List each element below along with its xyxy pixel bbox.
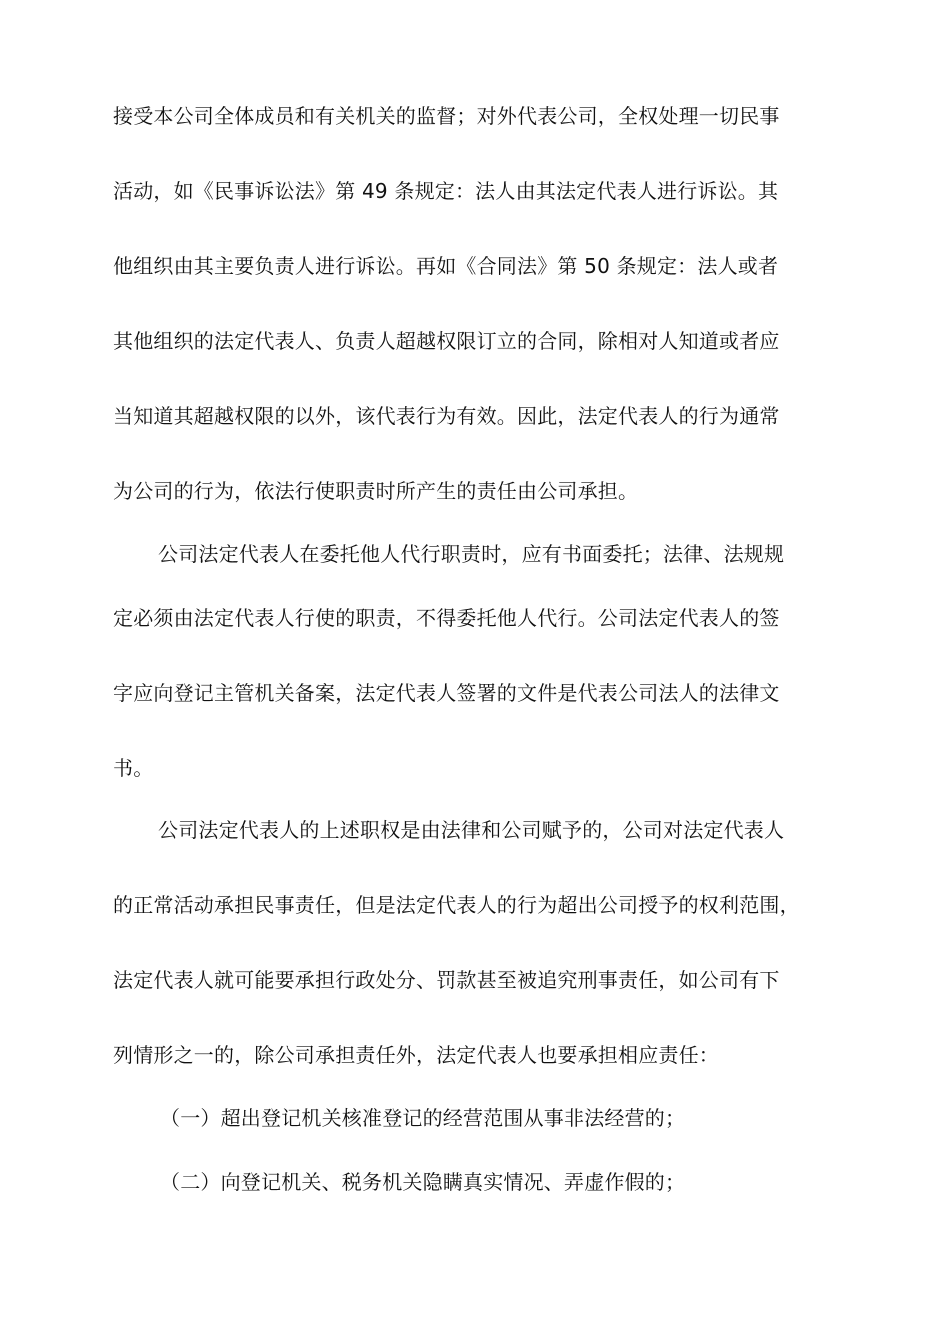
paragraph-line: 公司法定代表人在委托他人代行职责时，应有书面委托；法律、法规规 — [158, 542, 785, 566]
list-item: （二）向登记机关、税务机关隐瞒真实情况、弄虚作假的； — [160, 1170, 686, 1194]
paragraph-line: 列情形之一的，除公司承担责任外，法定代表人也要承担相应责任： — [113, 1043, 719, 1067]
paragraph-line: 字应向登记主管机关备案，法定代表人签署的文件是代表公司法人的法律文 — [113, 681, 780, 705]
paragraph-line: 活动，如《民事诉讼法》第 49 条规定：法人由其法定代表人进行诉讼。其 — [113, 179, 779, 203]
paragraph-line: 其他组织的法定代表人、负责人超越权限订立的合同，除相对人知道或者应 — [113, 329, 780, 353]
paragraph-line: 法定代表人就可能要承担行政处分、罚款甚至被追究刑事责任，如公司有下 — [113, 968, 780, 992]
paragraph-line: 为公司的行为，依法行使职责时所产生的责任由公司承担。 — [113, 479, 639, 503]
paragraph-line: 接受本公司全体成员和有关机关的监督；对外代表公司，全权处理一切民事 — [113, 104, 780, 128]
paragraph-line: 当知道其超越权限的以外，该代表行为有效。因此，法定代表人的行为通常 — [113, 404, 780, 428]
list-item: （一）超出登记机关核准登记的经营范围从事非法经营的； — [160, 1106, 686, 1130]
paragraph-line: 公司法定代表人的上述职权是由法律和公司赋予的，公司对法定代表人 — [158, 818, 785, 842]
paragraph-line: 书。 — [113, 756, 154, 780]
paragraph-line: 定必须由法定代表人行使的职责，不得委托他人代行。公司法定代表人的签 — [113, 606, 780, 630]
paragraph-line: 的正常活动承担民事责任，但是法定代表人的行为超出公司授予的权利范围， — [113, 893, 800, 917]
paragraph-line: 他组织由其主要负责人进行诉讼。再如《合同法》第 50 条规定：法人或者 — [113, 254, 779, 278]
